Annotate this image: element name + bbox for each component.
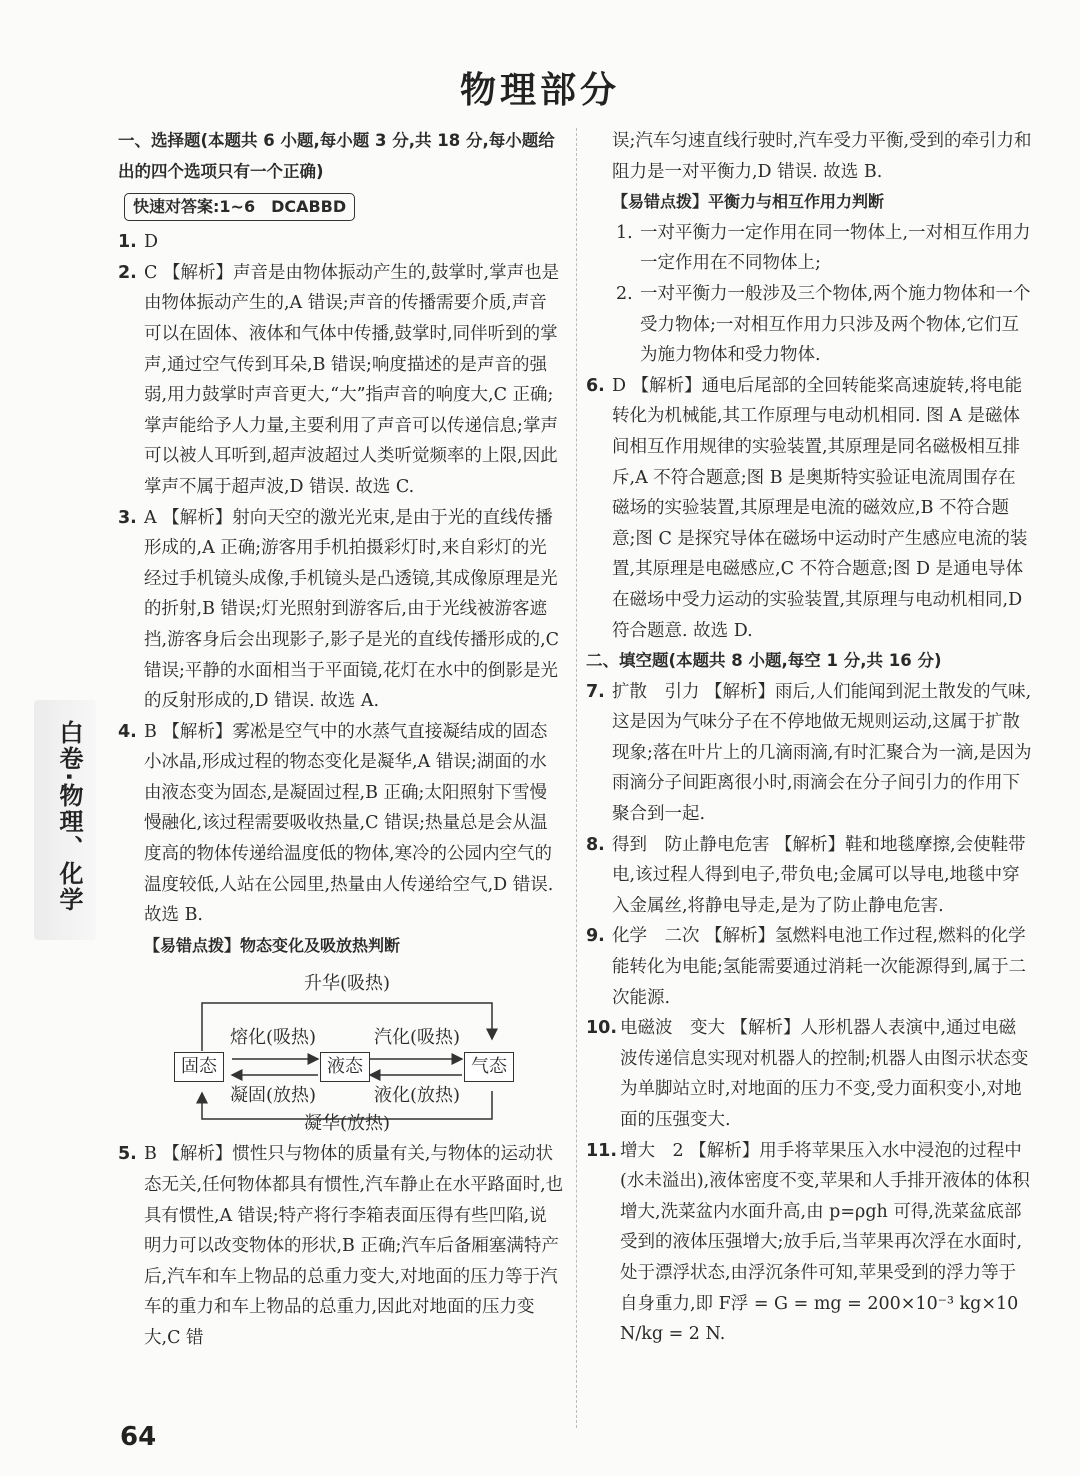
item-number: 7. [586, 681, 605, 702]
phase-change-diagram [118, 963, 564, 1133]
item-text: C 【解析】声音是由物体振动产生的,鼓掌时,掌声也是由物体振动产生的,A 错误;声音的传播需要介质,声音可以在固体、液体和气体中传播,鼓掌时,同伴听到的掌声,通过空气传到耳朵,B 错误;响度描述的是声音的强弱,用力鼓掌时声音更大,“大”指声音的响度大,C 正确;掌声能给予人力量,主要利用了声音可以传递信息;掌声可以被人耳听到,超声波超过人类听觉频率的上限,因此掌声不属于超声波,D 错误. 故选 C. [144, 262, 560, 497]
item-number: 3. [118, 507, 137, 528]
left-column [118, 126, 564, 1354]
tip-point-1 [586, 218, 1032, 279]
answer-item-2 [118, 258, 564, 503]
column-divider [576, 128, 577, 1428]
label-solidification: 凝固(放热) [230, 1085, 317, 1107]
item-number: 11. [586, 1140, 618, 1161]
tip-point-text: 一对平衡力一般涉及三个物体,两个施力物体和一个受力物体;一对相互作用力只涉及两个物体,它们互为施力物体和受力物体. [640, 283, 1031, 366]
label-deposition: 凝华(放热) [304, 1113, 391, 1135]
page-number: 64 [120, 1422, 157, 1452]
tip-point-text: 一对平衡力一定作用在同一物体上,一对相互作用力一定作用在不同物体上; [640, 222, 1031, 274]
answer-item-1 [118, 227, 564, 258]
node-liquid: 液态 [320, 1052, 370, 1082]
item-text: D [144, 232, 159, 253]
tip-point-2 [586, 279, 1032, 371]
section-heading-fill: 二、填空题(本题共 8 小题,每空 1 分,共 16 分) [586, 651, 942, 671]
label-vaporization: 汽化(吸热) [374, 1027, 461, 1049]
answer-item-4 [118, 717, 564, 931]
right-column [586, 126, 1032, 1350]
item-text: A 【解析】射向天空的激光光束,是由于光的直线传播形成的,A 正确;游客用手机拍摄彩灯时,来自彩灯的光经过手机镜头成像,手机镜头是凸透镜,其成像原理是光的折射,B 错误;灯光照射到游客后,由于光线被游客遮挡,游客身后会出现影子,影子是光的直线传播形成的,C 错误;平静的水面相当于平面镜,花灯在水中的倒影是光的反射形成的,D 错误. 故选 A. [144, 507, 560, 712]
item-number: 2. [118, 262, 137, 283]
item-number: 9. [586, 926, 605, 947]
section-heading-choice: 一、选择题(本题共 6 小题,每小题 3 分,共 18 分,每小题给出的四个选项只有一个正确) [118, 131, 555, 181]
item-number: 4. [118, 721, 137, 742]
side-tab [34, 700, 96, 940]
item-number: 6. [586, 375, 605, 396]
node-solid: 固态 [174, 1052, 224, 1082]
item-text: 化学 二次 【解析】氢燃料电池工作过程,燃料的化学能转化为电能;氢能需要通过消耗一次能源得到,属于二次能源. [612, 926, 1026, 1008]
answer-item-10 [586, 1013, 1032, 1135]
label-liquefaction: 液化(放热) [374, 1085, 461, 1107]
answer-item-5 [118, 1139, 564, 1353]
tip-point-number: 2. [616, 283, 633, 304]
tip-heading-balance-force: 【易错点拨】平衡力与相互作用力判断 [612, 192, 885, 212]
answer-item-7 [586, 677, 1032, 830]
label-melting: 熔化(吸热) [230, 1027, 317, 1049]
label-sublimation: 升华(吸热) [304, 973, 391, 995]
answer-item-6 [586, 371, 1032, 646]
page-title: 物理部分 [459, 70, 620, 111]
tip-point-number: 1. [616, 222, 633, 243]
quick-answer-box: 快速对答案:1~6 DCABBD [124, 193, 355, 221]
answer-item-3 [118, 503, 564, 717]
item-text: 增大 2 【解析】用手将苹果压入水中浸泡的过程中(水未溢出),液体密度不变,苹果和人手排开液体的体积增大,洗菜盆内水面升高,由 p=ρgh 可得,洗菜盆底部受到的液体压强增大;放手后,当苹果再次浮在水面时,处于漂浮状态,由浮沉条件可知,苹果受到的浮力等于自身重力,即 F浮 = G = mg = 200×10⁻³ kg×10 N/kg = 2 N. [620, 1140, 1030, 1345]
answer-item-8 [586, 830, 1032, 922]
item-number: 5. [118, 1144, 137, 1165]
node-gas: 气态 [464, 1052, 514, 1082]
item-number: 10. [586, 1018, 618, 1039]
item-text: D 【解析】通电后尾部的全回转能桨高速旋转,将电能转化为机械能,其工作原理与电动机相同. 图 A 是磁体间相互作用规律的实验装置,其原理是同名磁极相互排斥,A 不符合题意;图 B 是奥斯特实验证电流周围存在磁场的实验装置,其原理是电流的磁效应,B 不符合题意;图 C 是探究导体在磁场中运动时产生感应电流的装置,其原理是电磁感应,C 不符合题意;图 D 是通电导体在磁场中受力运动的实验装置,其原理与电动机相同,D 符合题意. 故选 D. [612, 375, 1028, 641]
item-text: 得到 防止静电危害 【解析】鞋和地毯摩擦,会使鞋带电,该过程人得到电子,带负电;金属可以导电,地毯中穿入金属丝,将静电导走,是为了防止静电危害. [612, 834, 1026, 916]
answer-item-9 [586, 921, 1032, 1013]
item-text: B 【解析】雾凇是空气中的水蒸气直接凝结成的固态小冰晶,形成过程的物态变化是凝华,A 错误;湖面的水由液态变为固态,是凝固过程,B 正确;太阳照射下雪慢慢融化,该过程需要吸收热量,C 错误;热量总是会从温度高的物体传递给温度低的物体,寒冷的公园内空气的温度较低,人站在公园里,热量由人传递给空气,D 错误. 故选 B. [144, 721, 554, 926]
item-text: 扩散 引力 【解析】雨后,人们能闻到泥土散发的气味,这是因为气味分子在不停地做无规则运动,这属于扩散现象;落在叶片上的几滴雨滴,有时汇聚合为一滴,是因为雨滴分子间距离很小时,雨滴会在分子间引力的作用下聚合到一起. [612, 681, 1032, 825]
item-5-continued: 误;汽车匀速直线行驶时,汽车受力平衡,受到的牵引力和阻力是一对平衡力,D 错误. 故选 B. [612, 131, 1032, 182]
tip-heading-phase-change: 【易错点拨】物态变化及吸放热判断 [144, 935, 401, 955]
side-tab-label: 白卷·物理、化学 [55, 720, 83, 914]
answer-item-11 [586, 1136, 1032, 1350]
item-text: B 【解析】惯性只与物体的质量有关,与物体的运动状态无关,任何物体都具有惯性,汽车静止在水平路面时,也具有惯性,A 错误;特产将行李箱表面压得有些凹陷,说明力可以改变物体的形状,B 正确;汽车后备厢塞满特产后,汽车和车上物品的总重力变大,对地面的压力等于汽车的重力和车上物品的总重力,因此对地面的压力变大,C 错 [144, 1144, 564, 1348]
item-number: 8. [586, 834, 605, 855]
item-text: 电磁波 变大 【解析】人形机器人表演中,通过电磁波传递信息实现对机器人的控制;机器人由图示状态变为单脚站立时,对地面的压力不变,受力面积变小,对地面的压强变大. [620, 1018, 1029, 1130]
item-number: 1. [118, 232, 137, 253]
